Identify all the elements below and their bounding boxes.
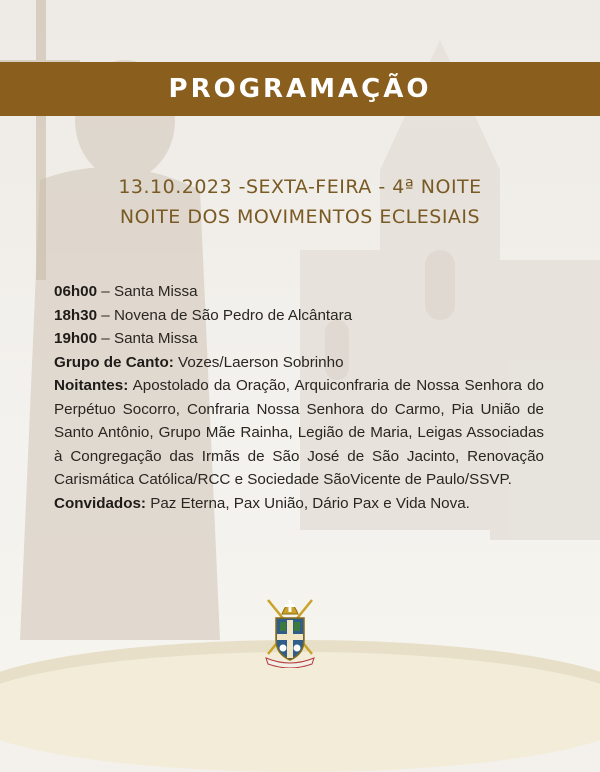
schedule-desc: – Santa Missa <box>97 283 198 300</box>
schedule-content <box>54 280 544 515</box>
schedule-time: 06h00 <box>54 283 98 300</box>
page-title: PROGRAMAÇÃO <box>168 74 432 104</box>
event-theme: NOITE DOS MOVIMENTOS ECLESIAIS <box>119 206 481 228</box>
diocese-coat-of-arms-icon <box>258 592 322 668</box>
guests-value: Paz Eterna, Pax União, Dário Pax e Vida Nova. <box>145 494 470 512</box>
schedule-item <box>54 327 544 351</box>
title-banner <box>0 62 600 116</box>
footer-arc-inner <box>0 652 600 772</box>
schedule-time: 19h00 <box>54 330 98 347</box>
schedule-item <box>54 280 544 304</box>
schedule-time: 18h30 <box>54 306 98 324</box>
choir-label: Grupo de Canto: <box>54 353 174 371</box>
choir-group <box>54 351 544 375</box>
event-date: 13.10.2023 -SEXTA-FEIRA - 4ª NOITE <box>118 176 482 198</box>
noitantes-value: Apostolado da Oração, Arquiconfraria de Nossa Senhora do Perpétuo Socorro, Confraria Nossa Senhora do Carmo, Pia União de Santo Antônio, Grupo Mãe Rainha, Legião de Maria, Leigas Associadas à Congregação das Irmãs de São José de São Jacinto, Renovação Carismática Católica/RCC e Sociedade SãoVicente de Paulo/SSVP. <box>54 377 544 488</box>
guests-label: Convidados: <box>54 494 146 512</box>
schedule-desc: – Santa Missa <box>97 330 198 347</box>
choir-value: Vozes/Laerson Sobrinho <box>173 353 344 371</box>
noitantes-label: Noitantes: <box>54 377 129 394</box>
schedule-item <box>54 304 544 328</box>
noitantes <box>54 374 544 492</box>
guests <box>54 492 544 516</box>
schedule-desc: – Novena de São Pedro de Alcântara <box>97 306 353 324</box>
